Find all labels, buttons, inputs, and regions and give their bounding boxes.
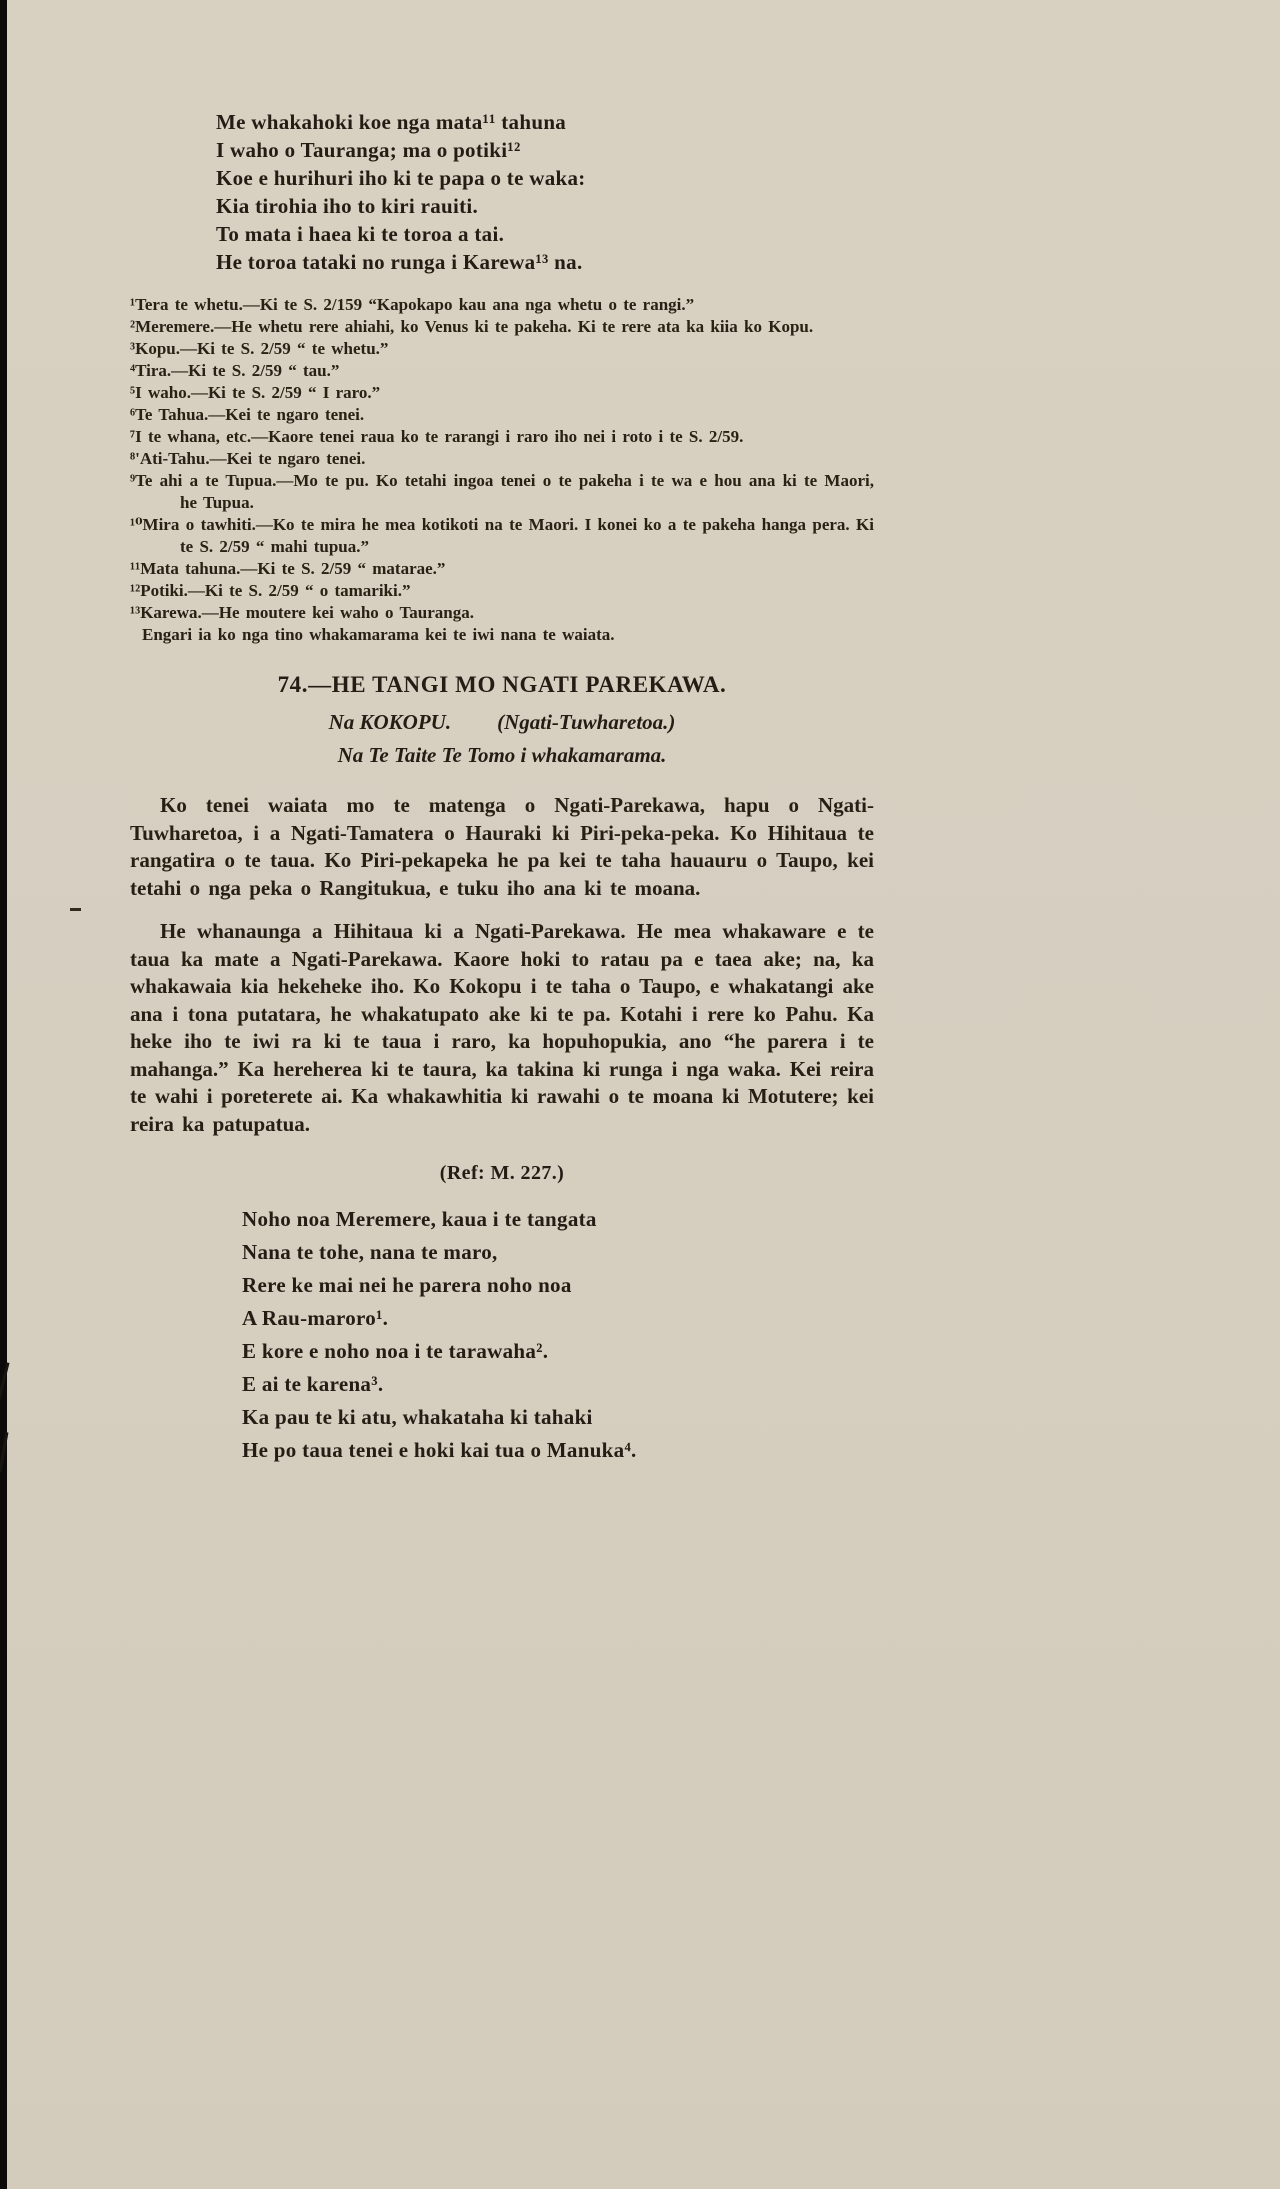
poem-line: Me whakahoki koe nga mata¹¹ tahuna	[216, 110, 567, 134]
page-content	[130, 0, 874, 1467]
footnote-item: ¹¹Mata tahuna.—Ki te S. 2/59 “ matarae.”	[130, 559, 446, 578]
byline-author: Na KOKOPU.	[328, 710, 452, 734]
poem-line: Kia tirohia iho to kiri rauiti.	[216, 194, 479, 218]
poem-line: Rere ke mai nei he parera noho noa	[242, 1273, 572, 1297]
footnote-item: ¹⁰Mira o tawhiti.—Ko te mira he mea kotikoti na te Maori. I konei ko a te pakeha hanga pera. Ki te S. 2/59 “ mahi tupua.”	[130, 515, 874, 556]
poem-line: To mata i haea ki te toroa a tai.	[216, 222, 505, 246]
footnote-item: ²Meremere.—He whetu rere ahiahi, ko Venus ki te pakeha. Ki te rere ata ka kiia ko Kopu.	[130, 317, 814, 336]
footnote-item: ⁴Tira.—Ki te S. 2/59 “ tau.”	[130, 361, 340, 380]
song-title: 74.—HE TANGI MO NGATI PAREKAWA.	[277, 672, 727, 697]
footnote-item: ¹²Potiki.—Ki te S. 2/59 “ o tamariki.”	[130, 581, 411, 600]
poem-line: Nana te tohe, nana te maro,	[242, 1240, 498, 1264]
song-stanza	[242, 1203, 874, 1467]
footnote-item: ⁹Te ahi a te Tupua.—Mo te pu. Ko tetahi ingoa tenei o te pakeha i te wa e hou ana ki te Maori, he Tupua.	[130, 471, 874, 512]
footnote-item: ⁸'Ati-Tahu.—Kei te ngaro tenei.	[130, 449, 366, 468]
footnote-item: ¹Tera te whetu.—Ki te S. 2/159 “Kapokapo kau ana nga whetu o te rangi.”	[130, 295, 695, 314]
footnotes-closing-note: Engari ia ko nga tino whakamarama kei te iwi nana te waiata.	[142, 625, 615, 644]
footnote-item: ⁵I waho.—Ki te S. 2/59 “ I raro.”	[130, 383, 381, 402]
poem-line: Ka pau te ki atu, whakataha ki tahaki	[242, 1405, 593, 1429]
footnote-item: ¹³Karewa.—He moutere kei waho o Tauranga.	[130, 603, 474, 622]
poem-line: He toroa tataki no runga i Karewa¹³ na.	[216, 250, 583, 274]
footnote-item: ⁶Te Tahua.—Kei te ngaro tenei.	[130, 405, 365, 424]
poem-line: E ai te karena³.	[242, 1372, 384, 1396]
poem-line: I waho o Tauranga; ma o potiki¹²	[216, 138, 521, 162]
prose-paragraph: He whanaunga a Hihitaua ki a Ngati-Parekawa. He mea whakaware e te taua ka mate a Ngati-Parekawa. Kaore hoki to ratau pa e taea ake; na, ka whakawaia kia hekeheke iho. Ko Kokopu i te taha o Taupo, e whakatangi ake ana i tona putatara, he whakatupato ake ki te pa. Kotahi i rere ko Pahu. Ka heke iho te iwi ra ki te taua i raro, ka hopuhopukia, ano “he parera i te mahanga.” Ka hereherea ki te taura, ka takina ki runga i nga waka. Kei reira te wahi i poreterete ai. Ka whakawhitia ki rawahi o te moana ki Motutere; kei reira ka patupatua.	[130, 919, 874, 1136]
scan-edge-artifact	[0, 0, 7, 2189]
poem-line: A Rau-maroro¹.	[242, 1306, 389, 1330]
waiata-continuation-stanza	[216, 108, 874, 276]
byline-tribe: (Ngati-Tuwharetoa.)	[497, 710, 676, 734]
poem-line: He po taua tenei e hoki kai tua o Manuka⁴.	[242, 1438, 637, 1462]
poem-line: E kore e noho noa i te tarawaha².	[242, 1339, 549, 1363]
scan-ink-mark	[70, 908, 81, 911]
footnotes-section	[130, 294, 874, 646]
byline-row	[130, 710, 874, 735]
reference-line: (Ref: M. 227.)	[439, 1162, 565, 1184]
byline-annotator: Na Te Taite Te Tomo i whakamarama.	[337, 743, 667, 767]
poem-line: Noho noa Meremere, kaua i te tangata	[242, 1207, 597, 1231]
poem-line: Koe e hurihuri iho ki te papa o te waka:	[216, 166, 586, 190]
prose-paragraph: Ko tenei waiata mo te matenga o Ngati-Parekawa, hapu o Ngati-Tuwharetoa, i a Ngati-Tamatera o Hauraki ki Piri-peka-peka. Ko Hihitaua te rangatira o te taua. Ko Piri-pekapeka he pa kei te taha hauauru o Taupo, kei tetahi o nga peka o Rangitukua, e tuku iho ana ki te moana.	[130, 793, 874, 900]
footnote-item: ⁷I te whana, etc.—Kaore tenei raua ko te rarangi i raro iho nei i roto i te S. 2/59.	[130, 427, 744, 446]
footnote-item: ³Kopu.—Ki te S. 2/59 “ te whetu.”	[130, 339, 389, 358]
